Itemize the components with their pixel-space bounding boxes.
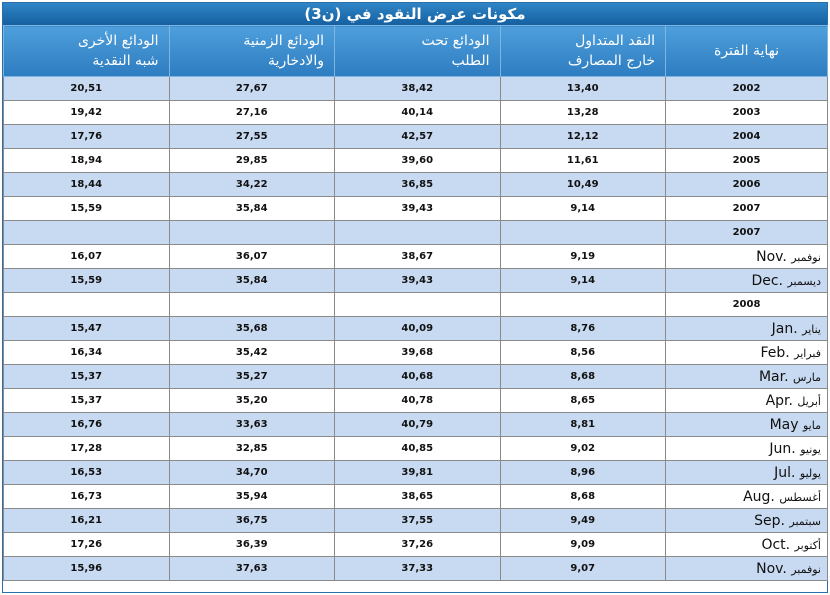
demand-deposits-cell: 37,55: [335, 509, 501, 533]
other-deposits-cell: [4, 221, 170, 245]
table-row: [4, 557, 828, 581]
demand-deposits-cell: 39,81: [335, 461, 501, 485]
time-savings-cell: 27,67: [169, 77, 335, 101]
period-cell: [666, 341, 828, 365]
currency-cell: 8,68: [500, 365, 666, 389]
currency-cell: 8,65: [500, 389, 666, 413]
money-supply-table: [3, 25, 828, 581]
period-month-english: Sep.: [754, 512, 785, 529]
time-savings-cell: 27,55: [169, 125, 335, 149]
demand-deposits-cell: 38,42: [335, 77, 501, 101]
period-month-arabic: يناير: [802, 322, 821, 336]
period-cell: [666, 413, 828, 437]
currency-cell: 8,68: [500, 485, 666, 509]
other-deposits-cell: 15,59: [4, 197, 170, 221]
other-deposits-cell: 18,94: [4, 149, 170, 173]
header-time-savings-deposits: الودائع الزمنية والادخارية: [169, 26, 335, 77]
other-deposits-cell: 16,73: [4, 485, 170, 509]
demand-deposits-cell: 39,43: [335, 197, 501, 221]
time-savings-cell: 29,85: [169, 149, 335, 173]
period-cell: [666, 461, 828, 485]
period-cell: 2002: [666, 77, 828, 101]
other-deposits-cell: [4, 293, 170, 317]
money-supply-table-panel: [2, 2, 828, 593]
table-row: [4, 365, 828, 389]
header-other-quasi-money-deposits: الودائع الأخرى شبه النقدية: [4, 26, 170, 77]
period-month-english: Apr.: [765, 392, 793, 409]
currency-cell: 11,61: [500, 149, 666, 173]
period-cell: [666, 533, 828, 557]
period-month-english: Mar.: [758, 368, 789, 385]
currency-cell: 9,14: [500, 197, 666, 221]
table-row: [4, 125, 828, 149]
demand-deposits-cell: 37,33: [335, 557, 501, 581]
table-title: مكونات عرض النقود في (ن3): [3, 3, 827, 25]
demand-deposits-cell: 42,57: [335, 125, 501, 149]
demand-deposits-cell: 36,85: [335, 173, 501, 197]
time-savings-cell: 37,63: [169, 557, 335, 581]
demand-deposits-cell: 39,68: [335, 341, 501, 365]
time-savings-cell: 36,07: [169, 245, 335, 269]
period-month-arabic: أغسطس: [779, 490, 821, 504]
period-cell: 2007: [666, 197, 828, 221]
currency-cell: 13,40: [500, 77, 666, 101]
period-month-english: Nov.: [756, 560, 787, 577]
period-cell: [666, 437, 828, 461]
period-cell: [666, 389, 828, 413]
demand-deposits-cell: 40,78: [335, 389, 501, 413]
time-savings-cell: 35,27: [169, 365, 335, 389]
demand-deposits-cell: 39,43: [335, 269, 501, 293]
period-month-english: Jul.: [774, 464, 796, 481]
table-row: [4, 389, 828, 413]
time-savings-cell: 36,75: [169, 509, 335, 533]
period-month-arabic: ديسمبر: [787, 274, 821, 288]
currency-cell: 9,14: [500, 269, 666, 293]
period-cell: [666, 245, 828, 269]
table-row: [4, 173, 828, 197]
demand-deposits-cell: [335, 293, 501, 317]
table-row: [4, 485, 828, 509]
time-savings-cell: [169, 221, 335, 245]
period-cell: [666, 485, 828, 509]
table-row: [4, 461, 828, 485]
time-savings-cell: 34,22: [169, 173, 335, 197]
table-row: [4, 413, 828, 437]
currency-cell: 12,12: [500, 125, 666, 149]
time-savings-cell: 32,85: [169, 437, 335, 461]
other-deposits-cell: 16,53: [4, 461, 170, 485]
other-deposits-cell: 15,37: [4, 389, 170, 413]
period-cell: [666, 269, 828, 293]
other-deposits-cell: 15,96: [4, 557, 170, 581]
period-month-arabic: أكتوبر: [794, 538, 821, 552]
currency-cell: 9,49: [500, 509, 666, 533]
table-row: [4, 341, 828, 365]
other-deposits-cell: 18,44: [4, 173, 170, 197]
table-row: [4, 509, 828, 533]
table-row: [4, 77, 828, 101]
other-deposits-cell: 16,34: [4, 341, 170, 365]
time-savings-cell: 34,70: [169, 461, 335, 485]
other-deposits-cell: 17,28: [4, 437, 170, 461]
currency-cell: 8,96: [500, 461, 666, 485]
demand-deposits-cell: 38,67: [335, 245, 501, 269]
period-cell: [666, 317, 828, 341]
table-row: [4, 149, 828, 173]
currency-cell: 8,81: [500, 413, 666, 437]
other-deposits-cell: 15,47: [4, 317, 170, 341]
table-row: [4, 221, 828, 245]
demand-deposits-cell: 40,14: [335, 101, 501, 125]
currency-cell: [500, 221, 666, 245]
period-month-english: Jan.: [771, 320, 798, 337]
currency-cell: [500, 293, 666, 317]
demand-deposits-cell: [335, 221, 501, 245]
currency-cell: 9,07: [500, 557, 666, 581]
time-savings-cell: 35,42: [169, 341, 335, 365]
time-savings-cell: 35,84: [169, 269, 335, 293]
period-month-arabic: يوليو: [799, 466, 821, 480]
period-month-arabic: نوفمبر: [791, 250, 821, 264]
other-deposits-cell: 15,59: [4, 269, 170, 293]
period-month-english: Aug.: [743, 488, 775, 505]
table-row: [4, 269, 828, 293]
period-cell: 2007: [666, 221, 828, 245]
table-row: [4, 437, 828, 461]
period-month-arabic: نوفمبر: [791, 562, 821, 576]
time-savings-cell: 35,20: [169, 389, 335, 413]
currency-cell: 10,49: [500, 173, 666, 197]
period-month-arabic: فبراير: [794, 346, 821, 360]
other-deposits-cell: 16,76: [4, 413, 170, 437]
time-savings-cell: 35,68: [169, 317, 335, 341]
time-savings-cell: 35,94: [169, 485, 335, 509]
table-row: [4, 293, 828, 317]
period-month-arabic: مايو: [803, 418, 821, 432]
header-period: نهاية الفترة: [666, 26, 828, 77]
other-deposits-cell: 15,37: [4, 365, 170, 389]
period-cell: 2005: [666, 149, 828, 173]
period-month-english: Dec.: [751, 272, 784, 289]
period-month-english: Oct.: [761, 536, 791, 553]
time-savings-cell: [169, 293, 335, 317]
time-savings-cell: 27,16: [169, 101, 335, 125]
header-row: [4, 26, 828, 77]
time-savings-cell: 36,39: [169, 533, 335, 557]
period-month-arabic: سبتمبر: [789, 514, 821, 528]
currency-cell: 9,09: [500, 533, 666, 557]
period-month-arabic: يونيو: [800, 442, 821, 456]
demand-deposits-cell: 37,26: [335, 533, 501, 557]
demand-deposits-cell: 40,68: [335, 365, 501, 389]
other-deposits-cell: 20,51: [4, 77, 170, 101]
period-month-arabic: مارس: [793, 370, 821, 384]
period-month-english: May: [769, 416, 799, 433]
period-month-english: Jun.: [769, 440, 796, 457]
period-cell: [666, 365, 828, 389]
currency-cell: 8,56: [500, 341, 666, 365]
other-deposits-cell: 16,21: [4, 509, 170, 533]
demand-deposits-cell: 40,79: [335, 413, 501, 437]
other-deposits-cell: 17,26: [4, 533, 170, 557]
period-month-arabic: أبريل: [797, 394, 821, 408]
table-row: [4, 101, 828, 125]
demand-deposits-cell: 40,09: [335, 317, 501, 341]
period-cell: 2004: [666, 125, 828, 149]
period-month-english: Nov.: [756, 248, 787, 265]
demand-deposits-cell: 40,85: [335, 437, 501, 461]
currency-cell: 8,76: [500, 317, 666, 341]
period-cell: [666, 557, 828, 581]
demand-deposits-cell: 38,65: [335, 485, 501, 509]
currency-cell: 9,02: [500, 437, 666, 461]
other-deposits-cell: 19,42: [4, 101, 170, 125]
period-cell: 2006: [666, 173, 828, 197]
period-cell: [666, 509, 828, 533]
currency-cell: 13,28: [500, 101, 666, 125]
header-demand-deposits: الودائع تحت الطلب: [335, 26, 501, 77]
period-cell: 2008: [666, 293, 828, 317]
table-row: [4, 197, 828, 221]
period-month-english: Feb.: [760, 344, 790, 361]
time-savings-cell: 33,63: [169, 413, 335, 437]
table-row: [4, 245, 828, 269]
header-currency-outside-banks: النقد المتداول خارج المصارف: [500, 26, 666, 77]
period-cell: 2003: [666, 101, 828, 125]
time-savings-cell: 35,84: [169, 197, 335, 221]
table-row: [4, 317, 828, 341]
table-row: [4, 533, 828, 557]
other-deposits-cell: 16,07: [4, 245, 170, 269]
currency-cell: 9,19: [500, 245, 666, 269]
other-deposits-cell: 17,76: [4, 125, 170, 149]
demand-deposits-cell: 39,60: [335, 149, 501, 173]
